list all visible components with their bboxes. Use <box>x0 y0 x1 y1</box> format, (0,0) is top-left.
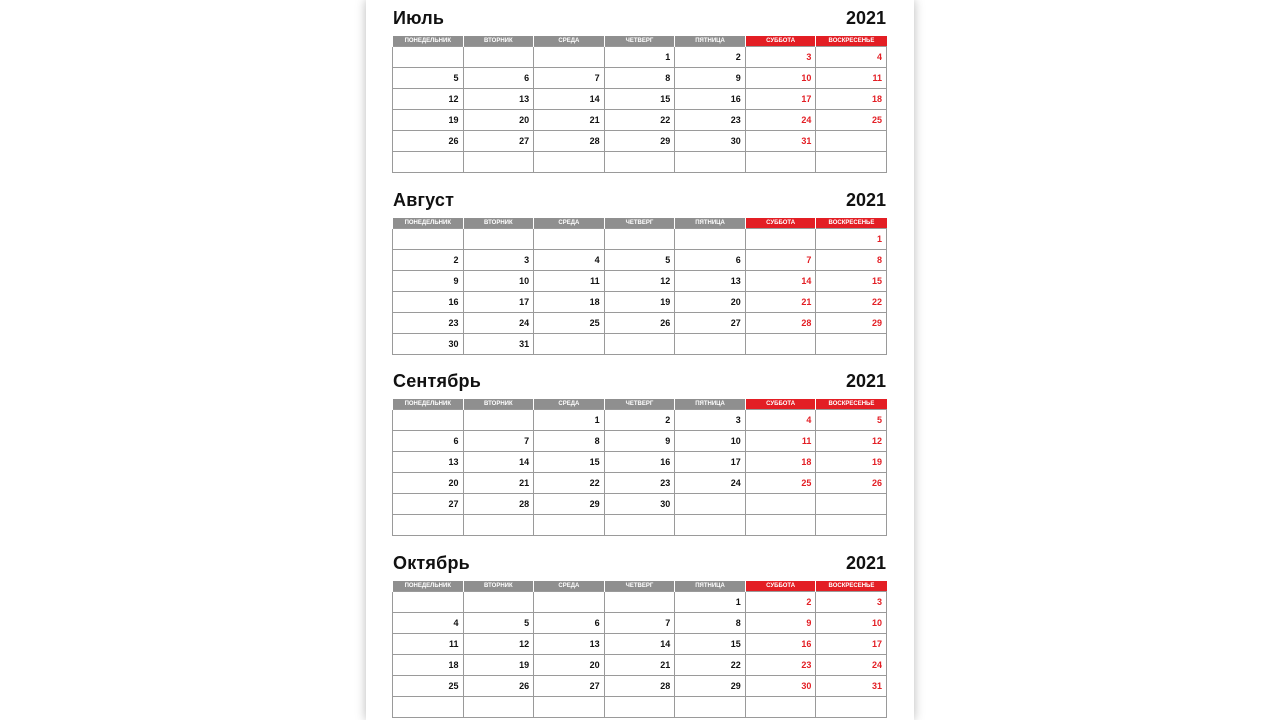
day-cell <box>534 592 605 613</box>
week-row <box>393 313 887 334</box>
day-cell: 16 <box>745 634 816 655</box>
month-year: 2021 <box>845 190 886 210</box>
day-cell <box>745 334 816 355</box>
week-row <box>393 271 887 292</box>
weekday-label: ЧЕТВЕРГ <box>604 399 675 410</box>
day-cell <box>675 515 746 536</box>
day-cell: 20 <box>534 655 605 676</box>
day-cell: 19 <box>463 655 534 676</box>
day-cell <box>604 334 675 355</box>
day-cell: 16 <box>604 452 675 473</box>
day-cell <box>534 334 605 355</box>
weekday-label: СРЕДА <box>534 218 605 229</box>
weekday-header-row <box>393 399 887 410</box>
day-cell: 26 <box>393 131 464 152</box>
day-cell: 1 <box>534 410 605 431</box>
weekday-label: СРЕДА <box>534 581 605 592</box>
day-cell: 18 <box>745 452 816 473</box>
day-cell <box>534 229 605 250</box>
day-cell: 27 <box>393 494 464 515</box>
day-cell: 17 <box>745 89 816 110</box>
day-cell: 14 <box>463 452 534 473</box>
day-cell: 27 <box>534 676 605 697</box>
day-cell: 27 <box>675 313 746 334</box>
day-cell <box>816 494 887 515</box>
day-cell: 8 <box>604 68 675 89</box>
day-cell: 9 <box>393 271 464 292</box>
day-cell: 29 <box>604 131 675 152</box>
week-row <box>393 634 887 655</box>
week-row <box>393 68 887 89</box>
day-cell <box>604 697 675 718</box>
day-cell: 2 <box>745 592 816 613</box>
day-cell: 14 <box>745 271 816 292</box>
day-cell: 12 <box>463 634 534 655</box>
day-cell: 17 <box>463 292 534 313</box>
month-header <box>392 184 887 218</box>
day-cell: 6 <box>463 68 534 89</box>
day-cell: 5 <box>816 410 887 431</box>
day-cell <box>463 515 534 536</box>
day-cell <box>816 152 887 173</box>
day-cell: 20 <box>463 110 534 131</box>
day-cell: 29 <box>675 676 746 697</box>
week-row <box>393 292 887 313</box>
day-cell: 7 <box>604 613 675 634</box>
week-row <box>393 613 887 634</box>
day-cell <box>604 592 675 613</box>
weekday-label: СУББОТА <box>745 36 816 47</box>
month-header <box>392 2 887 36</box>
day-cell: 2 <box>604 410 675 431</box>
day-cell: 11 <box>745 431 816 452</box>
day-cell: 25 <box>816 110 887 131</box>
week-row <box>393 452 887 473</box>
day-cell <box>745 697 816 718</box>
day-cell <box>816 131 887 152</box>
weekday-label: ПЯТНИЦА <box>675 218 746 229</box>
day-cell <box>534 515 605 536</box>
weekday-label: ВТОРНИК <box>463 36 534 47</box>
day-cell: 18 <box>393 655 464 676</box>
weekday-label: ВТОРНИК <box>463 218 534 229</box>
day-cell: 29 <box>816 313 887 334</box>
day-cell: 26 <box>816 473 887 494</box>
day-cell <box>604 515 675 536</box>
day-cell: 6 <box>675 250 746 271</box>
day-cell: 13 <box>393 452 464 473</box>
day-cell: 22 <box>675 655 746 676</box>
day-cell: 4 <box>745 410 816 431</box>
day-cell <box>393 515 464 536</box>
day-cell: 28 <box>604 676 675 697</box>
week-row <box>393 676 887 697</box>
weekday-label: СУББОТА <box>745 218 816 229</box>
day-cell: 13 <box>675 271 746 292</box>
day-cell: 7 <box>745 250 816 271</box>
weekday-label: ВОСКРЕСЕНЬЕ <box>816 399 887 410</box>
weekday-label: ПЯТНИЦА <box>675 36 746 47</box>
day-cell: 12 <box>816 431 887 452</box>
weekday-label: ВОСКРЕСЕНЬЕ <box>816 36 887 47</box>
day-cell: 23 <box>745 655 816 676</box>
day-cell: 1 <box>604 47 675 68</box>
day-cell: 12 <box>393 89 464 110</box>
day-cell: 8 <box>534 431 605 452</box>
weekday-label: ВОСКРЕСЕНЬЕ <box>816 218 887 229</box>
day-cell <box>604 152 675 173</box>
day-cell: 31 <box>816 676 887 697</box>
day-cell: 11 <box>534 271 605 292</box>
day-cell <box>463 229 534 250</box>
weekday-label: СРЕДА <box>534 399 605 410</box>
day-cell <box>393 592 464 613</box>
day-cell: 15 <box>604 89 675 110</box>
weekday-label: ПОНЕДЕЛЬНИК <box>393 581 464 592</box>
day-cell <box>816 697 887 718</box>
day-cell: 30 <box>393 334 464 355</box>
month-grid <box>392 218 887 355</box>
day-cell <box>534 47 605 68</box>
month-header <box>392 547 887 581</box>
day-cell <box>463 410 534 431</box>
weekday-label: ЧЕТВЕРГ <box>604 36 675 47</box>
day-cell: 3 <box>463 250 534 271</box>
day-cell: 22 <box>604 110 675 131</box>
day-cell: 26 <box>604 313 675 334</box>
day-cell: 28 <box>463 494 534 515</box>
week-row <box>393 152 887 173</box>
day-cell <box>604 229 675 250</box>
day-cell: 24 <box>816 655 887 676</box>
day-cell: 8 <box>675 613 746 634</box>
weekday-label: ВОСКРЕСЕНЬЕ <box>816 581 887 592</box>
day-cell: 21 <box>534 110 605 131</box>
week-row <box>393 89 887 110</box>
week-row <box>393 47 887 68</box>
month-year: 2021 <box>845 371 886 391</box>
day-cell: 31 <box>745 131 816 152</box>
day-cell: 10 <box>816 613 887 634</box>
day-cell <box>675 697 746 718</box>
day-cell: 14 <box>604 634 675 655</box>
month-grid <box>392 36 887 173</box>
day-cell: 12 <box>604 271 675 292</box>
month-year: 2021 <box>845 553 886 573</box>
day-cell: 25 <box>745 473 816 494</box>
weekday-label: СРЕДА <box>534 36 605 47</box>
day-cell: 1 <box>816 229 887 250</box>
day-cell: 10 <box>675 431 746 452</box>
day-cell: 6 <box>534 613 605 634</box>
day-cell: 23 <box>393 313 464 334</box>
weekday-label: ПОНЕДЕЛЬНИК <box>393 218 464 229</box>
week-row <box>393 250 887 271</box>
day-cell <box>745 152 816 173</box>
day-cell <box>816 515 887 536</box>
day-cell: 27 <box>463 131 534 152</box>
day-cell: 18 <box>534 292 605 313</box>
day-cell: 15 <box>534 452 605 473</box>
day-cell: 2 <box>393 250 464 271</box>
day-cell <box>393 47 464 68</box>
day-cell <box>534 697 605 718</box>
day-cell <box>675 152 746 173</box>
weekday-header-row <box>393 36 887 47</box>
week-row <box>393 697 887 718</box>
day-cell: 24 <box>675 473 746 494</box>
day-cell: 21 <box>745 292 816 313</box>
weekday-label: СУББОТА <box>745 399 816 410</box>
week-row <box>393 473 887 494</box>
week-row <box>393 229 887 250</box>
week-row <box>393 110 887 131</box>
day-cell: 5 <box>463 613 534 634</box>
day-cell: 7 <box>463 431 534 452</box>
day-cell: 10 <box>745 68 816 89</box>
day-cell: 4 <box>393 613 464 634</box>
day-cell: 11 <box>816 68 887 89</box>
day-cell: 3 <box>675 410 746 431</box>
day-cell: 7 <box>534 68 605 89</box>
day-cell: 23 <box>675 110 746 131</box>
weekday-label: ПОНЕДЕЛЬНИК <box>393 399 464 410</box>
day-cell: 15 <box>816 271 887 292</box>
day-cell <box>393 152 464 173</box>
weekday-label: ЧЕТВЕРГ <box>604 218 675 229</box>
day-cell <box>534 152 605 173</box>
month-block <box>392 547 887 718</box>
day-cell: 22 <box>816 292 887 313</box>
day-cell: 18 <box>816 89 887 110</box>
week-row <box>393 494 887 515</box>
day-cell: 20 <box>675 292 746 313</box>
day-cell: 9 <box>745 613 816 634</box>
day-cell: 2 <box>675 47 746 68</box>
weekday-label: ВТОРНИК <box>463 581 534 592</box>
day-cell: 15 <box>675 634 746 655</box>
day-cell <box>393 410 464 431</box>
weekday-header-row <box>393 218 887 229</box>
week-row <box>393 431 887 452</box>
weekday-label: ПЯТНИЦА <box>675 581 746 592</box>
day-cell: 21 <box>604 655 675 676</box>
day-cell <box>463 47 534 68</box>
month-block <box>392 365 887 536</box>
weekday-label: ПЯТНИЦА <box>675 399 746 410</box>
day-cell: 8 <box>816 250 887 271</box>
day-cell: 16 <box>675 89 746 110</box>
month-name: Июль <box>393 8 445 28</box>
day-cell: 26 <box>463 676 534 697</box>
weekday-label: ВТОРНИК <box>463 399 534 410</box>
month-name: Октябрь <box>393 553 470 573</box>
day-cell: 9 <box>604 431 675 452</box>
day-cell: 13 <box>534 634 605 655</box>
day-cell <box>745 515 816 536</box>
month-grid <box>392 399 887 536</box>
day-cell: 13 <box>463 89 534 110</box>
day-cell: 24 <box>745 110 816 131</box>
day-cell: 5 <box>604 250 675 271</box>
day-cell: 3 <box>816 592 887 613</box>
week-row <box>393 592 887 613</box>
day-cell: 22 <box>534 473 605 494</box>
day-cell: 11 <box>393 634 464 655</box>
day-cell <box>745 229 816 250</box>
day-cell: 10 <box>463 271 534 292</box>
day-cell: 5 <box>393 68 464 89</box>
weekday-label: ПОНЕДЕЛЬНИК <box>393 36 464 47</box>
month-header <box>392 365 887 399</box>
month-block <box>392 2 887 173</box>
day-cell: 28 <box>745 313 816 334</box>
day-cell: 28 <box>534 131 605 152</box>
day-cell <box>463 697 534 718</box>
day-cell <box>463 152 534 173</box>
day-cell: 30 <box>745 676 816 697</box>
day-cell: 21 <box>463 473 534 494</box>
weekday-label: СУББОТА <box>745 581 816 592</box>
day-cell: 9 <box>675 68 746 89</box>
day-cell: 30 <box>675 131 746 152</box>
day-cell: 14 <box>534 89 605 110</box>
day-cell <box>675 229 746 250</box>
day-cell <box>393 229 464 250</box>
day-cell: 29 <box>534 494 605 515</box>
day-cell: 19 <box>604 292 675 313</box>
day-cell: 3 <box>745 47 816 68</box>
day-cell: 4 <box>816 47 887 68</box>
week-row <box>393 334 887 355</box>
week-row <box>393 131 887 152</box>
day-cell: 24 <box>463 313 534 334</box>
day-cell: 25 <box>393 676 464 697</box>
day-cell: 25 <box>534 313 605 334</box>
day-cell <box>675 334 746 355</box>
day-cell: 23 <box>604 473 675 494</box>
weekday-header-row <box>393 581 887 592</box>
day-cell: 17 <box>675 452 746 473</box>
month-grid <box>392 581 887 718</box>
day-cell: 1 <box>675 592 746 613</box>
day-cell: 6 <box>393 431 464 452</box>
day-cell: 19 <box>816 452 887 473</box>
week-row <box>393 515 887 536</box>
day-cell <box>745 494 816 515</box>
day-cell: 31 <box>463 334 534 355</box>
day-cell: 20 <box>393 473 464 494</box>
day-cell: 19 <box>393 110 464 131</box>
day-cell <box>463 592 534 613</box>
month-name: Сентябрь <box>393 371 481 391</box>
day-cell: 17 <box>816 634 887 655</box>
weekday-label: ЧЕТВЕРГ <box>604 581 675 592</box>
day-cell: 4 <box>534 250 605 271</box>
day-cell <box>675 494 746 515</box>
day-cell <box>816 334 887 355</box>
day-cell: 16 <box>393 292 464 313</box>
day-cell: 30 <box>604 494 675 515</box>
month-block <box>392 184 887 355</box>
day-cell <box>393 697 464 718</box>
month-name: Август <box>393 190 455 210</box>
week-row <box>393 655 887 676</box>
week-row <box>393 410 887 431</box>
month-year: 2021 <box>845 8 886 28</box>
